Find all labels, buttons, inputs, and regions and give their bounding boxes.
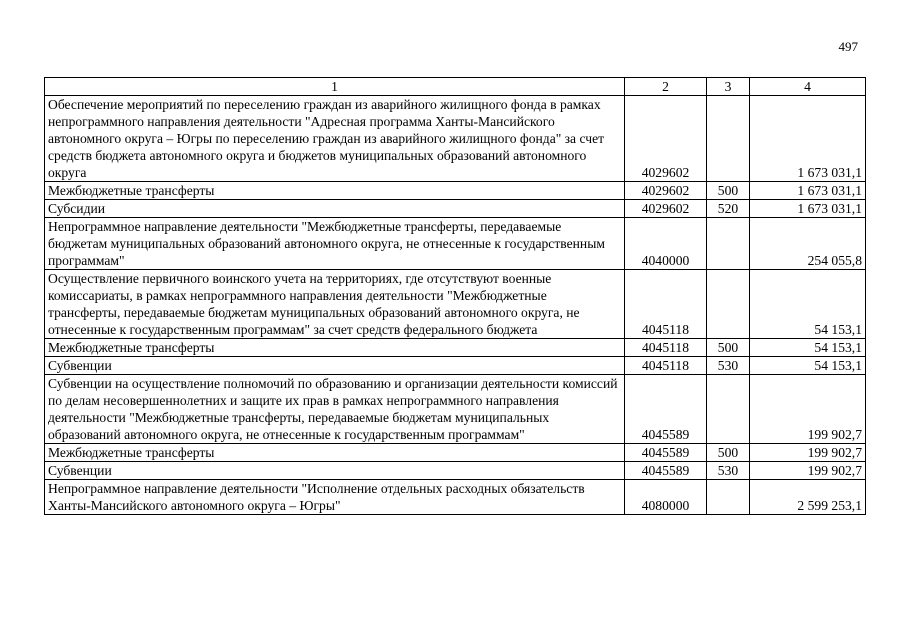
table-header-row [45,78,866,96]
table-row [45,182,866,200]
row-amount-cell: 54 153,1 [750,339,866,357]
header-col-2: 2 [625,78,707,96]
row-type-cell: 520 [707,200,750,218]
row-name-cell: Межбюджетные трансферты [45,444,625,462]
row-code-cell: 4029602 [625,182,707,200]
row-type-cell: 500 [707,182,750,200]
row-name-cell: Субвенции на осуществление полномочий по образованию и организации деятельности комиссий по делам несовершеннолетних и защите их прав в рамках непрограммного направления деятельности "Межбюджетные трансферты, передаваемые бюджетам муниципальных образований автономного округа, не отнесенные к государственным программам" [45,375,625,444]
table-row [45,200,866,218]
row-amount-cell: 1 673 031,1 [750,200,866,218]
table-row [45,96,866,182]
row-name-cell: Межбюджетные трансферты [45,339,625,357]
table-row [45,357,866,375]
row-name-cell: Субвенции [45,357,625,375]
row-code-cell: 4045118 [625,270,707,339]
table-row [45,480,866,515]
row-type-cell [707,375,750,444]
table-row [45,339,866,357]
row-name-cell: Непрограммное направление деятельности "Межбюджетные трансферты, передаваемые бюджетам муниципальных образований автономного округа, не отнесенные к государственным программам" [45,218,625,270]
row-code-cell: 4029602 [625,200,707,218]
table-row [45,375,866,444]
row-name-cell: Межбюджетные трансферты [45,182,625,200]
row-type-cell: 500 [707,444,750,462]
table-row [45,444,866,462]
row-type-cell: 530 [707,357,750,375]
row-type-cell: 500 [707,339,750,357]
row-name-cell: Субсидии [45,200,625,218]
row-code-cell: 4080000 [625,480,707,515]
row-amount-cell: 199 902,7 [750,444,866,462]
row-code-cell: 4045118 [625,357,707,375]
row-amount-cell: 54 153,1 [750,357,866,375]
row-code-cell: 4045589 [625,444,707,462]
row-code-cell: 4045589 [625,375,707,444]
row-type-cell [707,480,750,515]
row-name-cell: Непрограммное направление деятельности "Исполнение отдельных расходных обязательств Ханты-Мансийского автономного округа – Югры" [45,480,625,515]
row-name-cell: Субвенции [45,462,625,480]
row-amount-cell: 54 153,1 [750,270,866,339]
row-amount-cell: 2 599 253,1 [750,480,866,515]
row-code-cell: 4029602 [625,96,707,182]
row-amount-cell: 254 055,8 [750,218,866,270]
table-row [45,462,866,480]
row-amount-cell: 1 673 031,1 [750,182,866,200]
page-number: 497 [838,39,858,54]
header-col-1: 1 [45,78,625,96]
row-code-cell: 4040000 [625,218,707,270]
table-row [45,218,866,270]
header-col-3: 3 [707,78,750,96]
row-code-cell: 4045118 [625,339,707,357]
row-code-cell: 4045589 [625,462,707,480]
row-amount-cell: 1 673 031,1 [750,96,866,182]
row-name-cell: Обеспечение мероприятий по переселению граждан из аварийного жилищного фонда в рамках непрограммного направления деятельности "Адресная программа Ханты-Мансийского автономного округа – Югры по переселению граждан из аварийного жилищного фонда" за счет средств бюджета автономного округа и бюджетов муниципальных образований автономного округа [45,96,625,182]
header-col-4: 4 [750,78,866,96]
row-name-cell: Осуществление первичного воинского учета на территориях, где отсутствуют военные комиссариаты, в рамках непрограммного направления деятельности "Межбюджетные трансферты, передаваемые бюджетам муниципальных образований автономного округа, не отнесенные к государственным программам" за счет средств федерального бюджета [45,270,625,339]
row-type-cell [707,270,750,339]
row-type-cell [707,96,750,182]
row-amount-cell: 199 902,7 [750,462,866,480]
row-type-cell: 530 [707,462,750,480]
table-row [45,270,866,339]
row-type-cell [707,218,750,270]
row-amount-cell: 199 902,7 [750,375,866,444]
budget-table [44,77,866,515]
